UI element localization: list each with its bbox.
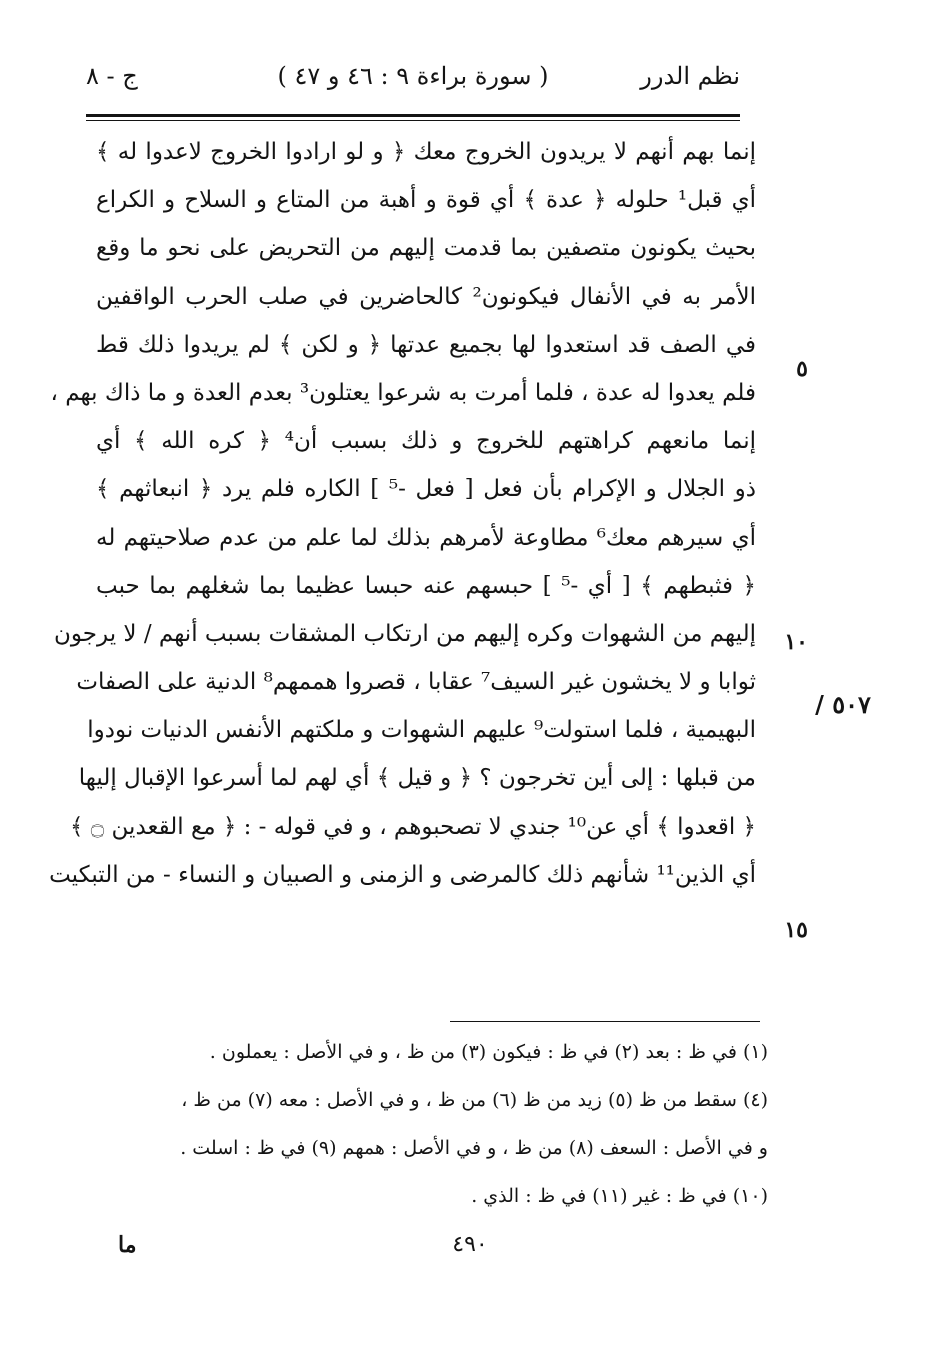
- text-line: في الصف قد استعدوا لها بجميع عدتها ﴿ و لكن ﴾ لم يريدوا ذلك قط: [96, 331, 756, 358]
- book-title: نظم الدرر: [640, 62, 740, 90]
- header-rule-thick: [86, 114, 740, 117]
- text-line: إنما بهم أنهم لا يريدون الخروج معك ﴿ و لو ارادوا الخروج لاعدوا له ﴾: [96, 139, 756, 165]
- text-line: بحيث يكونون متصفين بما قدمت إليهم من التحريض على نحو ما وقع: [96, 235, 756, 262]
- footnote-rule: [450, 1021, 760, 1022]
- footnote-line: (١) في ظ : بعد (٢) في ظ : فيكون (٣) من ظ ، و في الأصل : يعملون .: [209, 1041, 768, 1063]
- text-line: أي قبل¹ حلوله ﴿ عدة ﴾ أي قوة و أهبة من المتاع و السلاح و الكراع: [96, 187, 756, 214]
- line-number-10: ١٠: [784, 629, 808, 655]
- catchword: ما: [118, 1232, 137, 1258]
- footnotes: [96, 1028, 768, 1220]
- footnote-line: (٤) سقط من ظ (٥) زيد من ظ (٦) من ظ ، و في الأصل : معه (٧) من ظ ،: [181, 1089, 768, 1111]
- line-number-5: ٥: [796, 356, 808, 382]
- text-line: إليهم من الشهوات وكره إليهم من ارتكاب المشقات بسبب أنهم / لا يرجون: [54, 620, 756, 647]
- text-line: ﴿ اقعدوا ﴾ أي عن¹⁰ جندي لا تصحبوهم ، و في قوله - : ﴿ مع القعدين ۝ ﴾: [69, 813, 756, 840]
- text-line: من قبلها : إلى أين تخرجون ؟ ﴿ و قيل ﴾ أي لهم لما أسرعوا الإقبال إليها: [78, 765, 756, 792]
- text-line: أي الذين¹¹ شأنهم ذلك كالمرضى و الزمنى و الصبيان و النساء - من التبكيت: [49, 861, 756, 888]
- text-line: أي سيرهم معك⁶ مطاوعة لأمرهم بذلك لما علم من عدم صلاحيتهم له: [96, 524, 757, 551]
- surah-reference: ( سورة براءة ٩ : ٤٦ و ٤٧ ): [277, 62, 549, 90]
- text-line: فلم يعدوا له عدة ، فلما أمرت به شرعوا يعتلون³ بعدم العدة و ما ذاك بهم ،: [50, 379, 756, 406]
- text-line: ذو الجلال و الإكرام بأن فعل [ فعل -⁵ ] الكاره فلم يرد ﴿ انبعاثهم ﴾: [96, 476, 757, 503]
- text-line: ﴿ فثبطهم ﴾ [ أي -⁵ ] حبسهم عنه حبسا عظيما بما شغلهم بما حبب: [96, 572, 757, 599]
- volume-label: ج - ٨: [86, 62, 138, 90]
- main-text: [49, 128, 757, 899]
- running-header: [86, 58, 740, 102]
- footnote-line: و في الأصل : السعف (٨) من ظ ، و في الأصل : همهم (٩) في ظ : اسلت .: [180, 1137, 768, 1159]
- manuscript-page-ref: ٥٠٧ /: [815, 690, 871, 719]
- text-line: إنما مانعهم كراهتهم للخروج و ذلك بسبب أن⁴ ﴿ كره الله ﴾ أي: [96, 428, 757, 455]
- header-rule-thin: [86, 120, 740, 121]
- text-line: الأمر به في الأنفال فيكونون² كالحاضرين في صلب الحرب الواقفين: [96, 283, 756, 310]
- text-line: البهيمية ، فلما استولت⁹ عليهم الشهوات و ملكتهم الأنفس الدنيات نودوا: [87, 717, 756, 744]
- line-number-15: ١٥: [784, 917, 808, 943]
- footnote-line: (١٠) في ظ : غير (١١) في ظ : الذي .: [471, 1185, 768, 1207]
- page-number: ٤٩٠: [452, 1232, 488, 1257]
- text-line: ثوابا و لا يخشون غير السيف⁷ عقابا ، قصروا هممهم⁸ الدنية على الصفات: [76, 669, 756, 696]
